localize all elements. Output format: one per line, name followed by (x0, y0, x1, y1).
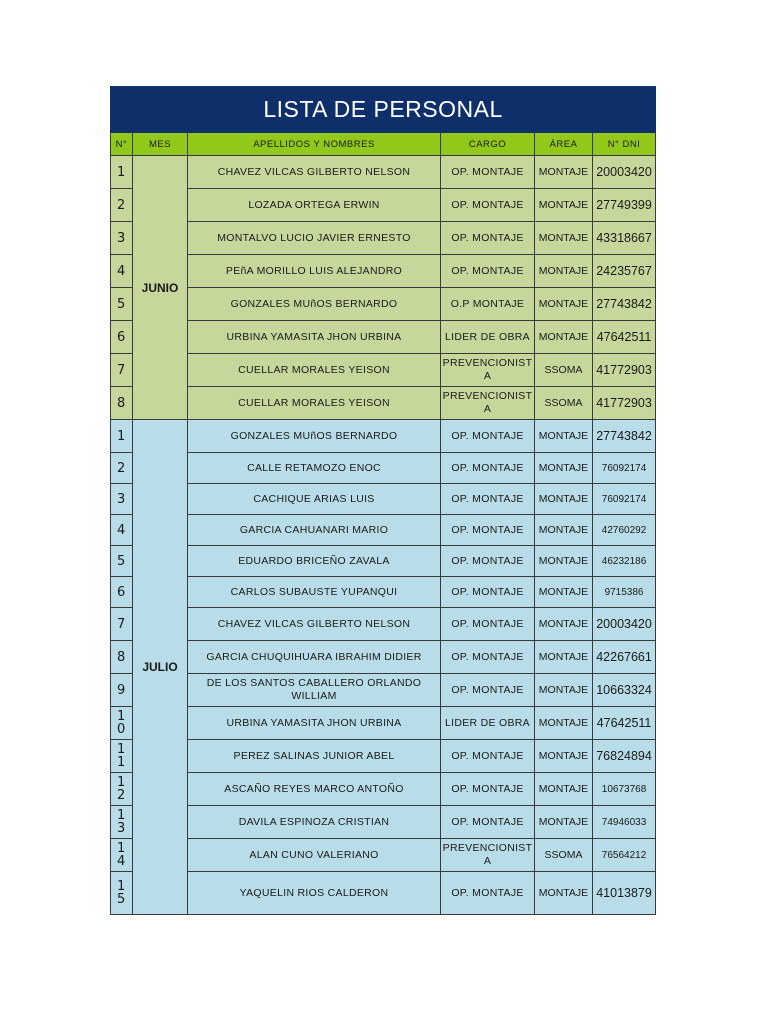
cell-nombre: GARCIA CAHUANARI MARIO (188, 515, 441, 546)
cell-nombre: DE LOS SANTOS CABALLERO ORLANDO WILLIAM (188, 674, 441, 707)
table-row (111, 189, 656, 222)
cell-cargo: O.P MONTAJE (441, 288, 535, 321)
cell-dni: 42267661 (593, 641, 656, 674)
cell-cargo: OP. MONTAJE (441, 156, 535, 189)
cell-dni: 41772903 (593, 387, 656, 420)
cell-cargo: OP. MONTAJE (441, 806, 535, 839)
cell-cargo: LIDER DE OBRA (441, 707, 535, 740)
cell-area: MONTAJE (535, 255, 593, 288)
cell-nombre: ASCAÑO REYES MARCO ANTOÑO (188, 773, 441, 806)
cell-dni: 76092174 (593, 453, 656, 484)
table-row (111, 740, 656, 773)
cell-n: 12 (111, 773, 133, 806)
cell-cargo: OP. MONTAJE (441, 740, 535, 773)
cell-area: MONTAJE (535, 484, 593, 515)
table-row (111, 484, 656, 515)
cell-n: 4 (111, 515, 133, 546)
cell-area: MONTAJE (535, 453, 593, 484)
cell-area: MONTAJE (535, 806, 593, 839)
cell-n: 15 (111, 872, 133, 915)
cell-cargo: LIDER DE OBRA (441, 321, 535, 354)
cell-cargo: OP. MONTAJE (441, 773, 535, 806)
table-row (111, 321, 656, 354)
table-row (111, 872, 656, 915)
cell-dni: 47642511 (593, 707, 656, 740)
cell-dni: 27743842 (593, 288, 656, 321)
cell-dni: 41013879 (593, 872, 656, 915)
table-row (111, 707, 656, 740)
table-row (111, 354, 656, 387)
cell-area: MONTAJE (535, 577, 593, 608)
cell-n: 14 (111, 839, 133, 872)
cell-n: 2 (111, 189, 133, 222)
cell-area: MONTAJE (535, 189, 593, 222)
cell-n: 5 (111, 546, 133, 577)
table-row (111, 641, 656, 674)
cell-n: 9 (111, 674, 133, 707)
cell-cargo: OP. MONTAJE (441, 484, 535, 515)
cell-nombre: CHAVEZ VILCAS GILBERTO NELSON (188, 156, 441, 189)
cell-nombre: CALLE RETAMOZO ENOC (188, 453, 441, 484)
cell-dni: 41772903 (593, 354, 656, 387)
cell-nombre: MONTALVO LUCIO JAVIER ERNESTO (188, 222, 441, 255)
cell-n: 7 (111, 608, 133, 641)
cell-cargo: OP. MONTAJE (441, 641, 535, 674)
cell-n: 4 (111, 255, 133, 288)
cell-n: 3 (111, 222, 133, 255)
cell-area: MONTAJE (535, 872, 593, 915)
cell-nombre: LOZADA ORTEGA ERWIN (188, 189, 441, 222)
cell-n: 1 (111, 156, 133, 189)
cell-area: MONTAJE (535, 608, 593, 641)
cell-area: MONTAJE (535, 420, 593, 453)
cell-nombre: PEREZ SALINAS JUNIOR ABEL (188, 740, 441, 773)
cell-area: MONTAJE (535, 156, 593, 189)
table-row (111, 806, 656, 839)
table-row (111, 420, 656, 453)
cell-nombre: GONZALES MUñOS BERNARDO (188, 420, 441, 453)
cell-cargo: OP. MONTAJE (441, 453, 535, 484)
cell-cargo: OP. MONTAJE (441, 872, 535, 915)
cell-area: MONTAJE (535, 321, 593, 354)
table-body (111, 156, 656, 915)
cell-dni: 20003420 (593, 156, 656, 189)
cell-dni: 76824894 (593, 740, 656, 773)
cell-n: 10 (111, 707, 133, 740)
cell-mes: JUNIO (133, 156, 188, 420)
cell-cargo: OP. MONTAJE (441, 420, 535, 453)
cell-nombre: CACHIQUE ARIAS LUIS (188, 484, 441, 515)
table-row (111, 608, 656, 641)
cell-n: 5 (111, 288, 133, 321)
cell-cargo: OP. MONTAJE (441, 189, 535, 222)
cell-cargo: PREVENCIONISTA (441, 354, 535, 387)
cell-cargo: PREVENCIONISTA (441, 387, 535, 420)
cell-nombre: CUELLAR MORALES YEISON (188, 354, 441, 387)
cell-dni: 42760292 (593, 515, 656, 546)
cell-dni: 43318667 (593, 222, 656, 255)
cell-nombre: CUELLAR MORALES YEISON (188, 387, 441, 420)
header-cargo: CARGO (441, 133, 535, 156)
cell-n: 3 (111, 484, 133, 515)
header-row (111, 133, 656, 156)
cell-area: MONTAJE (535, 740, 593, 773)
cell-area: SSOMA (535, 354, 593, 387)
cell-dni: 46232186 (593, 546, 656, 577)
cell-nombre: PEñA MORILLO LUIS ALEJANDRO (188, 255, 441, 288)
table-row (111, 288, 656, 321)
cell-mes: JULIO (133, 420, 188, 915)
table-row (111, 839, 656, 872)
cell-dni: 20003420 (593, 608, 656, 641)
table-row (111, 773, 656, 806)
cell-dni: 9715386 (593, 577, 656, 608)
cell-nombre: CARLOS SUBAUSTE YUPANQUI (188, 577, 441, 608)
cell-nombre: EDUARDO BRICEÑO ZAVALA (188, 546, 441, 577)
table-row (111, 453, 656, 484)
cell-n: 11 (111, 740, 133, 773)
cell-n: 1 (111, 420, 133, 453)
cell-cargo: OP. MONTAJE (441, 222, 535, 255)
cell-area: MONTAJE (535, 515, 593, 546)
header-nombres: APELLIDOS Y NOMBRES (188, 133, 441, 156)
cell-area: SSOMA (535, 839, 593, 872)
cell-nombre: ALAN CUNO VALERIANO (188, 839, 441, 872)
cell-dni: 47642511 (593, 321, 656, 354)
cell-n: 7 (111, 354, 133, 387)
cell-dni: 27749399 (593, 189, 656, 222)
cell-dni: 10673768 (593, 773, 656, 806)
page-title: LISTA DE PERSONAL (111, 87, 656, 133)
table-row (111, 156, 656, 189)
cell-area: MONTAJE (535, 707, 593, 740)
table-row (111, 674, 656, 707)
cell-n: 2 (111, 453, 133, 484)
cell-cargo: OP. MONTAJE (441, 546, 535, 577)
cell-cargo: OP. MONTAJE (441, 515, 535, 546)
cell-nombre: DAVILA ESPINOZA CRISTIAN (188, 806, 441, 839)
cell-dni: 74946033 (593, 806, 656, 839)
personnel-sheet (110, 86, 655, 915)
cell-dni: 24235767 (593, 255, 656, 288)
cell-nombre: GARCIA CHUQUIHUARA IBRAHIM DIDIER (188, 641, 441, 674)
table-row (111, 222, 656, 255)
cell-cargo: OP. MONTAJE (441, 255, 535, 288)
cell-nombre: URBINA YAMASITA JHON URBINA (188, 707, 441, 740)
cell-n: 13 (111, 806, 133, 839)
cell-n: 8 (111, 387, 133, 420)
header-area: ÁREA (535, 133, 593, 156)
header-dni: N° DNI (593, 133, 656, 156)
cell-n: 8 (111, 641, 133, 674)
table-row (111, 515, 656, 546)
cell-cargo: PREVENCIONISTA (441, 839, 535, 872)
cell-n: 6 (111, 577, 133, 608)
table-row (111, 577, 656, 608)
cell-area: MONTAJE (535, 674, 593, 707)
cell-cargo: OP. MONTAJE (441, 608, 535, 641)
cell-nombre: CHAVEZ VILCAS GILBERTO NELSON (188, 608, 441, 641)
cell-cargo: OP. MONTAJE (441, 674, 535, 707)
cell-nombre: GONZALES MUñOS BERNARDO (188, 288, 441, 321)
cell-area: MONTAJE (535, 288, 593, 321)
cell-dni: 27743842 (593, 420, 656, 453)
header-n: N° (111, 133, 133, 156)
cell-dni: 76092174 (593, 484, 656, 515)
cell-area: MONTAJE (535, 222, 593, 255)
table-row (111, 546, 656, 577)
cell-area: SSOMA (535, 387, 593, 420)
cell-dni: 76564212 (593, 839, 656, 872)
cell-area: MONTAJE (535, 773, 593, 806)
cell-nombre: YAQUELIN RIOS CALDERON (188, 872, 441, 915)
cell-nombre: URBINA YAMASITA JHON URBINA (188, 321, 441, 354)
cell-n: 6 (111, 321, 133, 354)
header-mes: MES (133, 133, 188, 156)
table-row (111, 255, 656, 288)
cell-cargo: OP. MONTAJE (441, 577, 535, 608)
table-row (111, 387, 656, 420)
cell-area: MONTAJE (535, 641, 593, 674)
cell-area: MONTAJE (535, 546, 593, 577)
cell-dni: 10663324 (593, 674, 656, 707)
personnel-table (110, 86, 656, 915)
